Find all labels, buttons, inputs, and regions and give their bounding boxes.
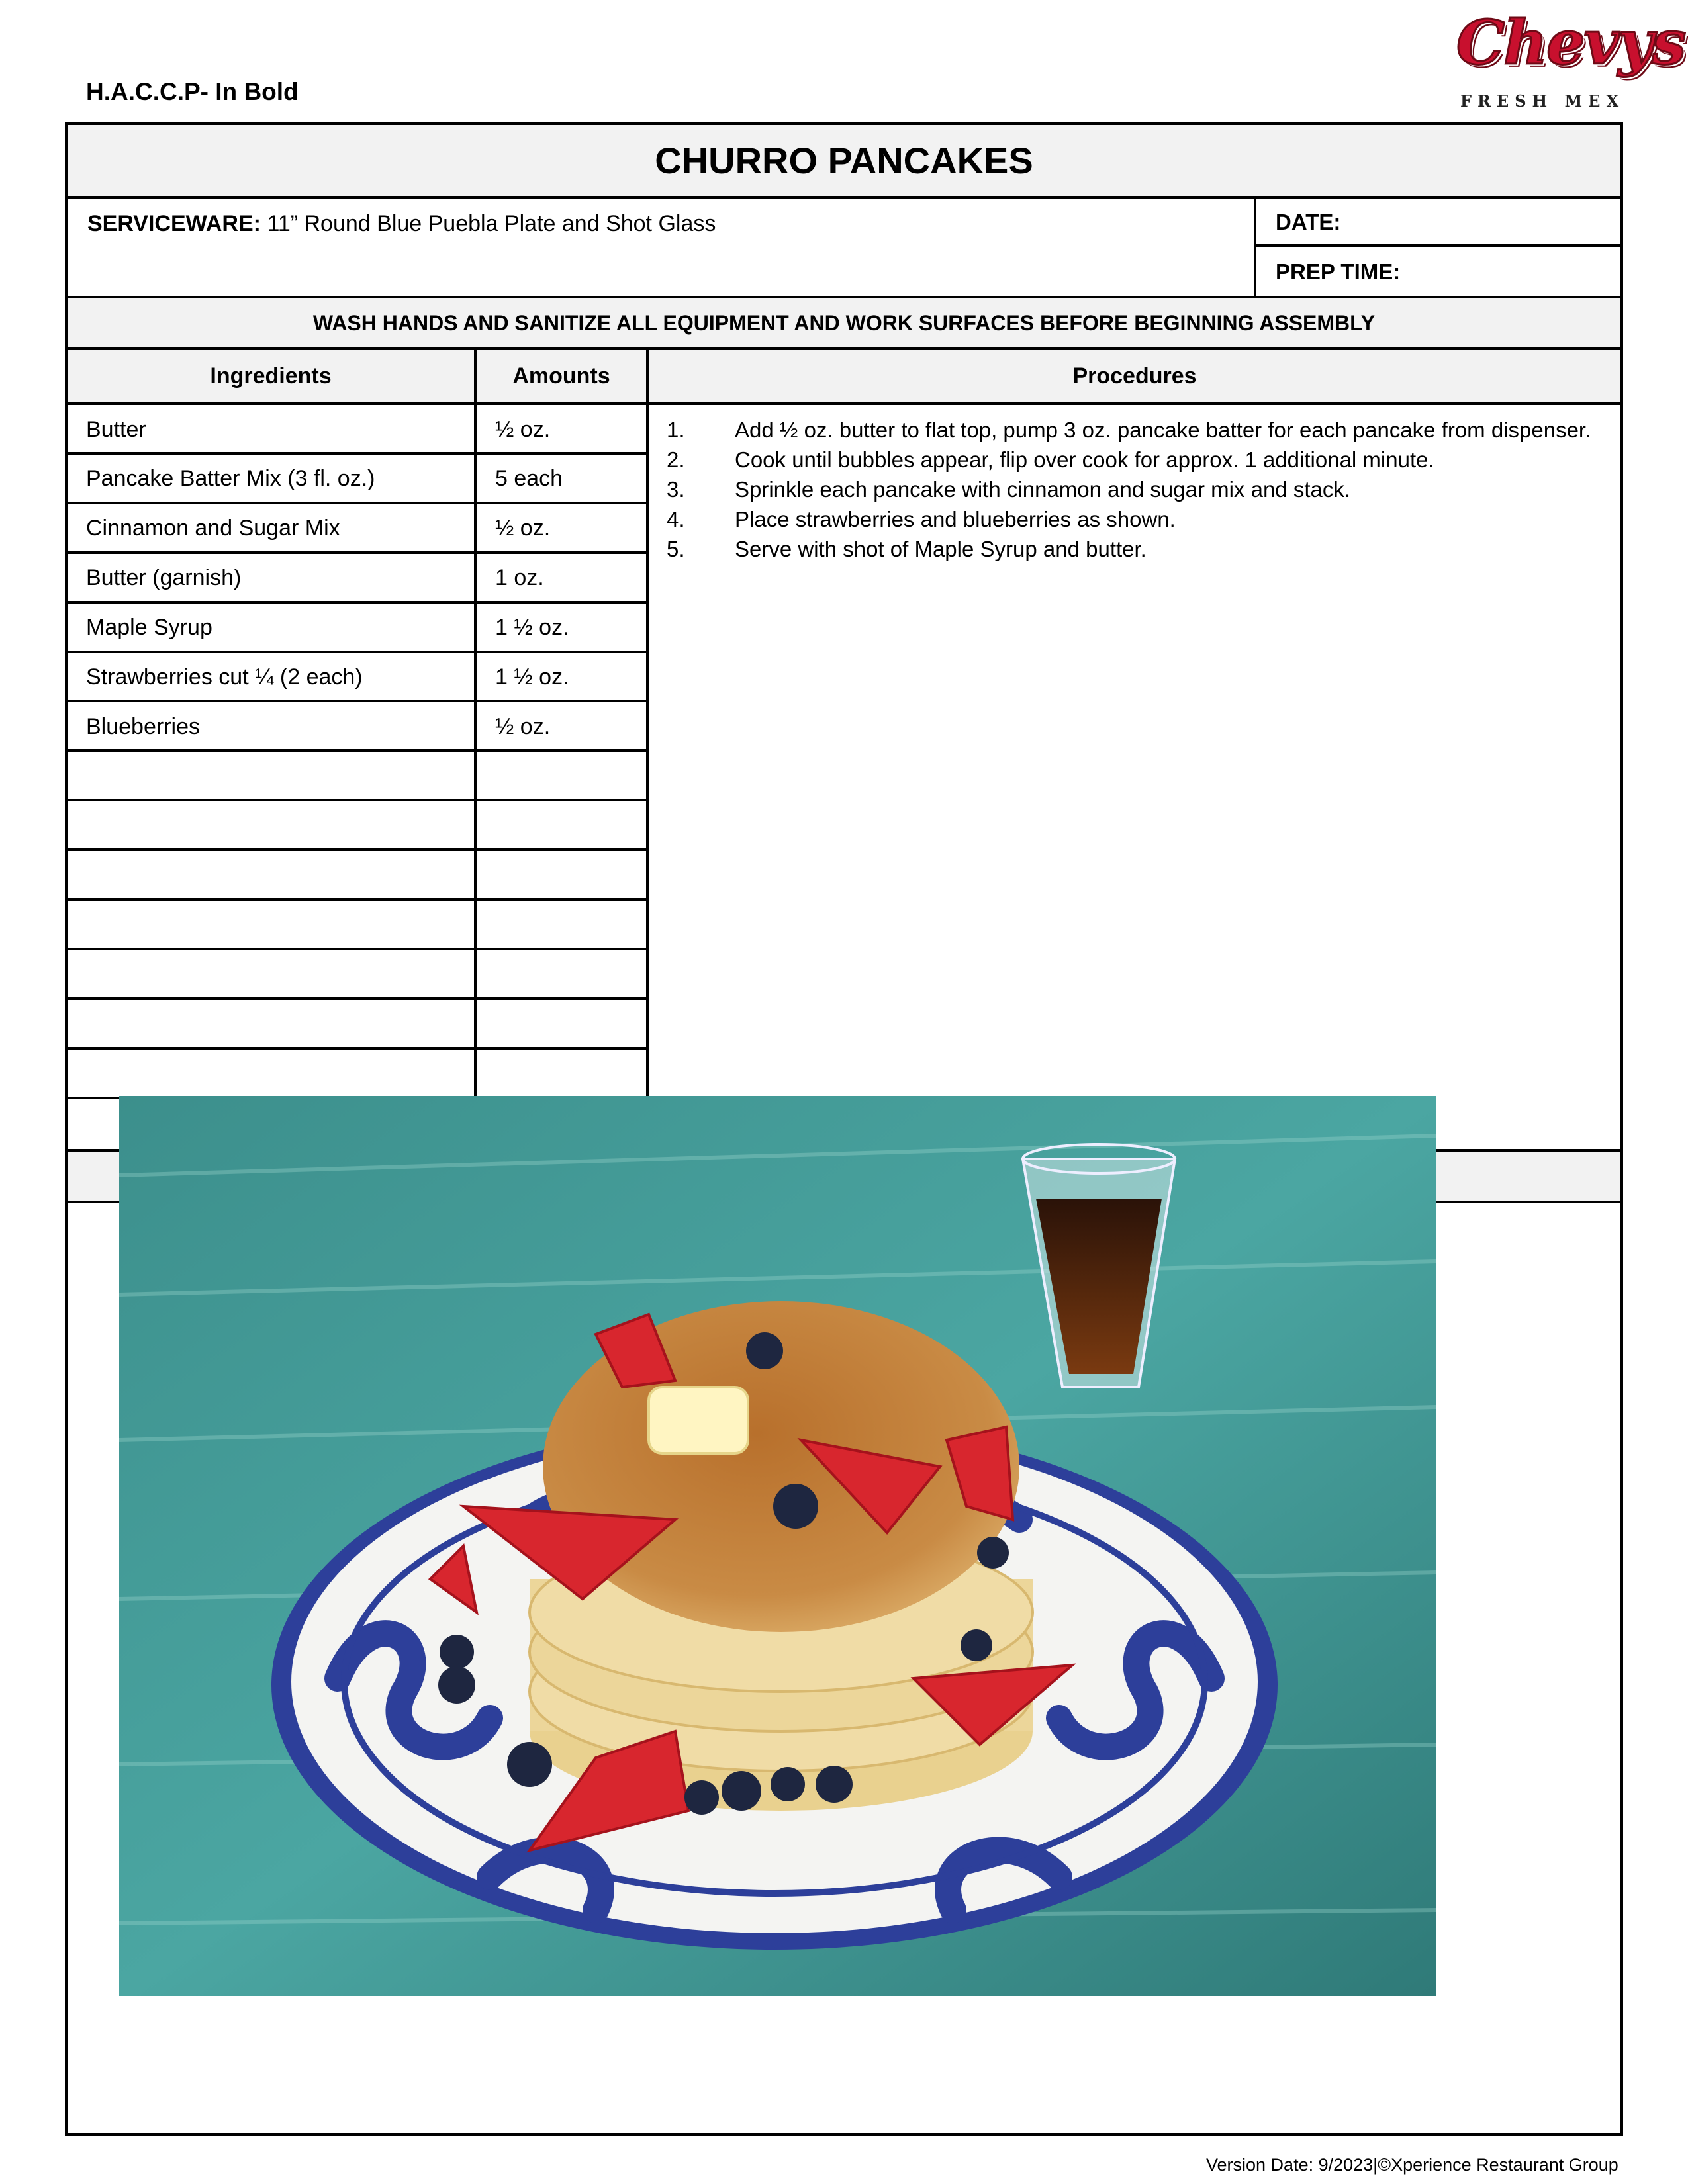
procedure-step-text: Add ½ oz. butter to flat top, pump 3 oz. pancake batter for each pancake from dispenser. bbox=[735, 418, 1591, 442]
amount-cell: ½ oz. bbox=[495, 516, 551, 541]
amount-cell bbox=[495, 1050, 641, 1099]
ingredient-cell bbox=[86, 801, 470, 850]
ingredients-header: Ingredients bbox=[68, 350, 474, 402]
ingredient-cell bbox=[86, 752, 470, 801]
date-label: DATE: bbox=[1276, 210, 1341, 234]
amounts-header: Amounts bbox=[477, 350, 646, 402]
procedure-step bbox=[667, 415, 1613, 445]
amount-cell bbox=[495, 752, 641, 801]
amount-cell bbox=[495, 1000, 641, 1049]
dish-photo bbox=[119, 1096, 1436, 1996]
haccp-note: H.A.C.C.P- In Bold bbox=[86, 78, 299, 105]
chevys-logo bbox=[1456, 7, 1685, 113]
ingredient-cell: Pancake Batter Mix (3 fl. oz.) bbox=[86, 466, 375, 492]
butter-pat bbox=[649, 1387, 748, 1453]
ingredient-cell bbox=[86, 901, 470, 950]
ingredient-cell: Maple Syrup bbox=[86, 615, 212, 641]
amount-cell: ½ oz. bbox=[495, 713, 551, 739]
logo-tagline: FRESH MEX bbox=[1460, 91, 1625, 111]
ingredient-cell: Blueberries bbox=[86, 713, 200, 739]
amount-cell bbox=[495, 801, 641, 850]
ingredient-cell: Strawberries cut ¼ (2 each) bbox=[86, 664, 363, 690]
procedure-step-text: Cook until bubbles appear, flip over cook for approx. 1 additional minute. bbox=[735, 447, 1434, 472]
recipe-title: CHURRO PANCAKES bbox=[68, 125, 1620, 199]
ingredient-cell: Butter (garnish) bbox=[86, 565, 242, 591]
ingredient-cell bbox=[86, 1050, 470, 1099]
procedure-step-number: 1. bbox=[667, 418, 685, 442]
procedure-step-number: 4. bbox=[667, 507, 685, 531]
serviceware-label: SERVICEWARE: bbox=[87, 211, 261, 236]
procedure-step bbox=[667, 534, 1613, 564]
version-date: Version Date: 9/2023|©Xperience Restaurant Group bbox=[1206, 2155, 1618, 2175]
ingredient-cell bbox=[86, 851, 470, 900]
procedure-step-text: Serve with shot of Maple Syrup and butter. bbox=[735, 537, 1147, 561]
amount-cell: 5 each bbox=[495, 466, 563, 492]
amount-cell bbox=[495, 901, 641, 950]
logo-wordmark: Chevys bbox=[1456, 7, 1685, 78]
ingredient-cell: Cinnamon and Sugar Mix bbox=[86, 516, 340, 541]
procedure-step-number: 5. bbox=[667, 537, 685, 561]
ingredient-cell: Butter bbox=[86, 416, 146, 442]
serviceware-divider bbox=[1254, 199, 1256, 296]
amount-cell: 1 ½ oz. bbox=[495, 664, 569, 690]
procedure-step bbox=[667, 445, 1613, 475]
ingredient-cell bbox=[86, 950, 470, 999]
prep-time-label: PREP TIME: bbox=[1276, 259, 1401, 284]
amount-cell bbox=[495, 950, 641, 999]
procedure-step bbox=[667, 504, 1613, 534]
procedure-list bbox=[667, 415, 1613, 564]
serviceware-line bbox=[87, 211, 716, 237]
procedure-step bbox=[667, 475, 1613, 504]
amount-cell: 1 oz. bbox=[495, 565, 544, 591]
procedure-step-number: 3. bbox=[667, 477, 685, 502]
procedures-header: Procedures bbox=[649, 350, 1620, 402]
procedure-step-text: Place strawberries and blueberries as shown. bbox=[735, 507, 1176, 531]
amount-cell: ½ oz. bbox=[495, 416, 551, 442]
date-divider bbox=[1254, 244, 1620, 247]
ingredient-cell bbox=[86, 1000, 470, 1049]
serviceware-value: 11” Round Blue Puebla Plate and Shot Glass bbox=[267, 211, 716, 236]
amount-cell: 1 ½ oz. bbox=[495, 615, 569, 641]
wash-notice: WASH HANDS AND SANITIZE ALL EQUIPMENT AND WORK SURFACES BEFORE BEGINNING ASSEMBLY bbox=[68, 296, 1620, 350]
procedure-step-number: 2. bbox=[667, 447, 685, 472]
amount-cell bbox=[495, 851, 641, 900]
procedure-step-text: Sprinkle each pancake with cinnamon and sugar mix and stack. bbox=[735, 477, 1351, 502]
